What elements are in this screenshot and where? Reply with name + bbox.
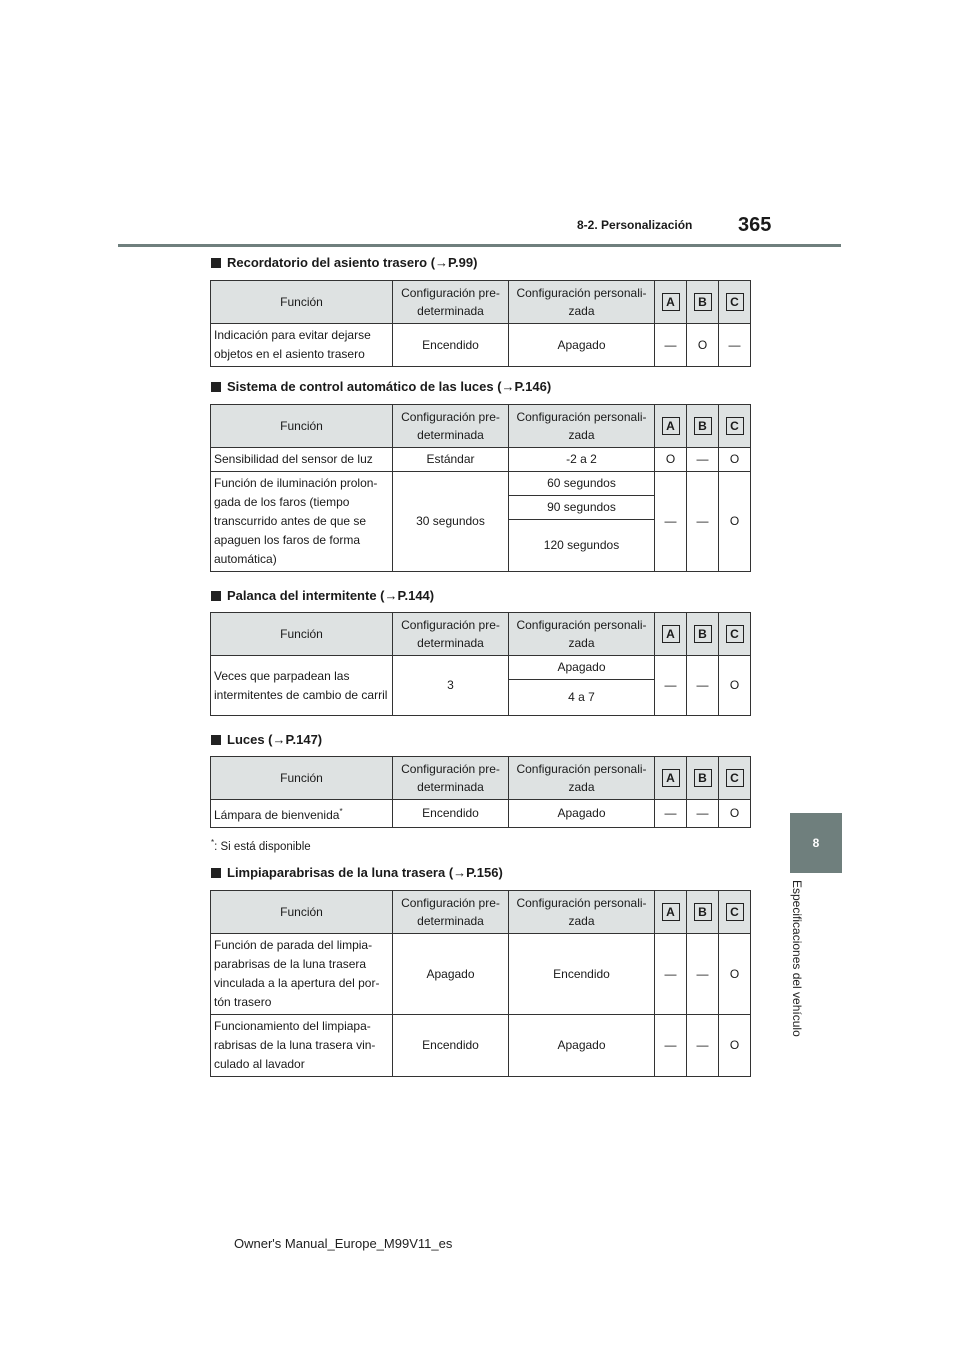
header-c: C	[719, 891, 751, 934]
cell-a: —	[655, 324, 687, 367]
cell-function: Lámpara de bienvenida*	[211, 800, 393, 828]
cell-function: Funcionamiento del limpiapa-rabrisas de la luna trasera vin-culado al lavador	[211, 1015, 393, 1077]
square-bullet-icon	[211, 591, 221, 601]
cell-a: —	[655, 800, 687, 828]
section-title: Recordatorio del asiento trasero (→P.99)	[211, 255, 477, 270]
cell-function: Función de iluminación prolon-gada de los faros (tiempo transcurrido antes de que se apaguen los faros de forma automática)	[211, 472, 393, 572]
footnote: *: Si está disponible	[211, 838, 311, 853]
side-label: Especificaciones del vehículo	[790, 880, 804, 1037]
cell-custom: -2 a 2	[509, 448, 655, 472]
cell-custom-option: Apagado	[509, 656, 655, 680]
header-c: C	[719, 281, 751, 324]
header-a: A	[655, 405, 687, 448]
header-custom: Configuración personali- zada	[509, 891, 655, 934]
header-custom: Configuración personali- zada	[509, 757, 655, 800]
header-b: B	[687, 757, 719, 800]
cell-b: —	[687, 656, 719, 716]
section-title: Palanca del intermitente (→P.144)	[211, 588, 434, 603]
square-bullet-icon	[211, 382, 221, 392]
cell-custom-option: 60 segundos	[509, 472, 655, 496]
table-header-row	[211, 405, 751, 448]
table-row	[211, 1015, 751, 1077]
table-header-row	[211, 891, 751, 934]
cell-c: O	[719, 800, 751, 828]
header-b: B	[687, 613, 719, 656]
header-custom: Configuración personali- zada	[509, 613, 655, 656]
header-function: Función	[211, 891, 393, 934]
cell-default: 3	[393, 656, 509, 716]
cell-default: 30 segundos	[393, 472, 509, 572]
cell-custom-option: 4 a 7	[509, 680, 655, 716]
cell-function: Función de parada del limpia-parabrisas de la luna trasera vinculada a la apertura del por-tón trasero	[211, 934, 393, 1015]
cell-default: Estándar	[393, 448, 509, 472]
cell-custom: Apagado	[509, 324, 655, 367]
header-default: Configuración pre- determinada	[393, 281, 509, 324]
table-row	[211, 656, 751, 680]
header-a: A	[655, 281, 687, 324]
table-header-row	[211, 613, 751, 656]
cell-b: —	[687, 1015, 719, 1077]
cell-a: —	[655, 472, 687, 572]
cell-default: Encendido	[393, 324, 509, 367]
header-default: Configuración pre- determinada	[393, 757, 509, 800]
table-row	[211, 472, 751, 496]
cell-c: O	[719, 472, 751, 572]
settings-table	[210, 890, 751, 1077]
cell-b: —	[687, 934, 719, 1015]
header-c: C	[719, 757, 751, 800]
page-number: 365	[738, 214, 772, 236]
square-bullet-icon	[211, 735, 221, 745]
cell-a: —	[655, 934, 687, 1015]
header-default: Configuración pre- determinada	[393, 613, 509, 656]
cell-custom-option: 120 segundos	[509, 520, 655, 572]
side-tab: 8	[790, 813, 842, 873]
cell-b: —	[687, 448, 719, 472]
header-function: Función	[211, 757, 393, 800]
header-section: 8-2. Personalización	[577, 218, 693, 232]
cell-default: Apagado	[393, 934, 509, 1015]
cell-default: Encendido	[393, 800, 509, 828]
section-title: Sistema de control automático de las luces (→P.146)	[211, 379, 551, 394]
header-function: Función	[211, 613, 393, 656]
settings-table	[210, 612, 751, 716]
cell-function: Sensibilidad del sensor de luz	[211, 448, 393, 472]
cell-custom: Apagado	[509, 800, 655, 828]
header-default: Configuración pre- determinada	[393, 405, 509, 448]
square-bullet-icon	[211, 868, 221, 878]
cell-custom: Apagado	[509, 1015, 655, 1077]
table-row	[211, 800, 751, 828]
cell-c: O	[719, 448, 751, 472]
settings-table	[210, 404, 751, 572]
header-b: B	[687, 281, 719, 324]
cell-custom-option: 90 segundos	[509, 496, 655, 520]
header-a: A	[655, 613, 687, 656]
table-header-row	[211, 281, 751, 324]
cell-function: Indicación para evitar dejarse objetos en el asiento trasero	[211, 324, 393, 367]
header-function: Función	[211, 405, 393, 448]
cell-c: O	[719, 656, 751, 716]
settings-table	[210, 756, 751, 828]
cell-a: O	[655, 448, 687, 472]
section-title: Limpiaparabrisas de la luna trasera (→P.156)	[211, 865, 503, 880]
header-c: C	[719, 613, 751, 656]
header-b: B	[687, 405, 719, 448]
header-a: A	[655, 891, 687, 934]
cell-a: —	[655, 656, 687, 716]
cell-a: —	[655, 1015, 687, 1077]
footer-text: Owner's Manual_Europe_M99V11_es	[234, 1236, 453, 1251]
cell-b: O	[687, 324, 719, 367]
cell-c: O	[719, 1015, 751, 1077]
cell-b: —	[687, 800, 719, 828]
header-b: B	[687, 891, 719, 934]
square-bullet-icon	[211, 258, 221, 268]
settings-table	[210, 280, 751, 367]
cell-b: —	[687, 472, 719, 572]
header-function: Función	[211, 281, 393, 324]
footnote-mark: *	[339, 807, 343, 816]
header-c: C	[719, 405, 751, 448]
section-title: Luces (→P.147)	[211, 732, 322, 747]
cell-default: Encendido	[393, 1015, 509, 1077]
cell-c: —	[719, 324, 751, 367]
cell-function: Veces que parpadean las intermitentes de cambio de carril	[211, 656, 393, 716]
header-default: Configuración pre- determinada	[393, 891, 509, 934]
cell-c: O	[719, 934, 751, 1015]
table-header-row	[211, 757, 751, 800]
header-custom: Configuración personali- zada	[509, 405, 655, 448]
header-rule	[118, 244, 841, 247]
header-a: A	[655, 757, 687, 800]
table-row	[211, 324, 751, 367]
table-row	[211, 448, 751, 472]
header-custom: Configuración personali- zada	[509, 281, 655, 324]
table-row	[211, 934, 751, 1015]
cell-custom: Encendido	[509, 934, 655, 1015]
